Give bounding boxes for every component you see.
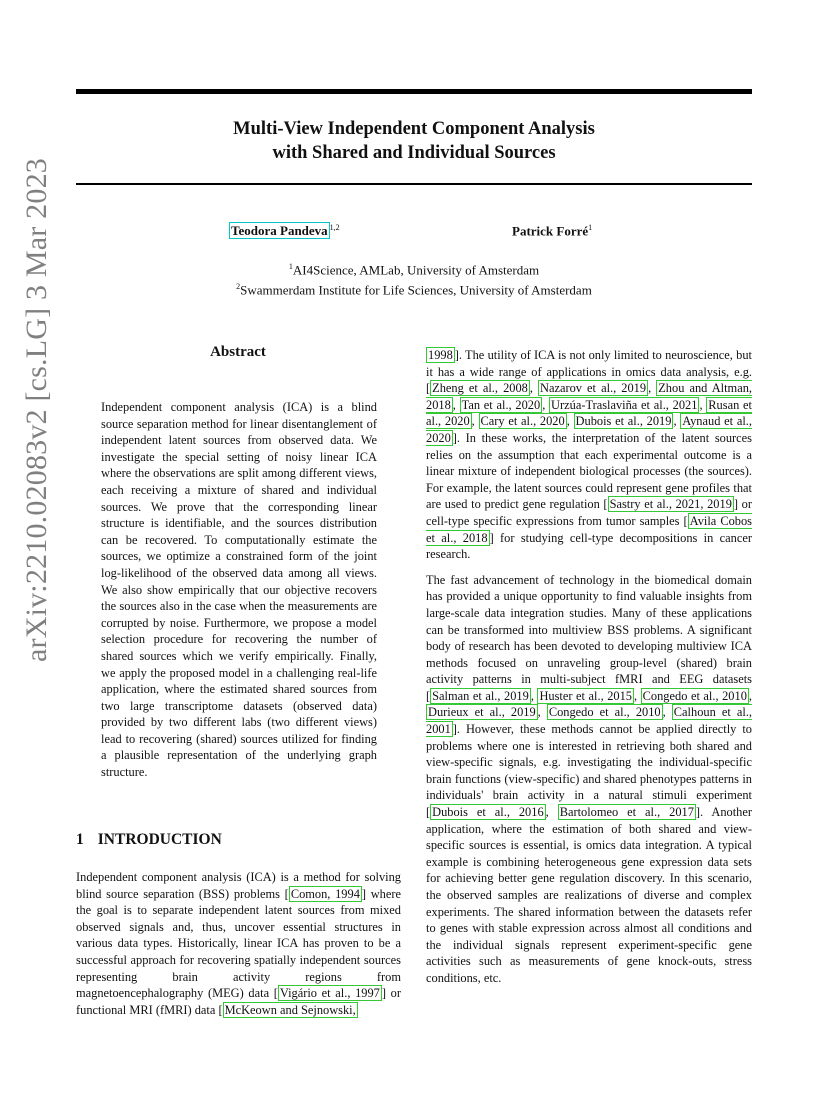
abstract-paragraph: Independent component analysis (ICA) is a blind source separation method for linear disentanglement of independent latent sources from observed data. We investigate the special setting of noisy linear ICA where the observations are split among different views, each receiving a mixture of shared and individual sources. We prove that the corresponding linear structure is identifiable, and the sources distribution can be recovered. To computationally estimate the sources, we optimize a constrained form of the joint log-likelihood of the observed data among all views. We also show empirically that our objective recovers the sources also in the case when the measurements are corrupted by noise. Furthermore, we propose a model selection procedure for recovering the number of shared sources which we verify empirically. Finally, we apply the proposed model in a challenging real-life application, where the estimated shared sources from two large transcriptome datasets (observed data) provided by two different labs (two different views) lead to recovering (shared) sources utilized for finding a plausible representation of the underlying graph structure. [101, 400, 377, 780]
citation[interactable]: Bartolomeo et al., 2017 [559, 805, 694, 820]
intro-paragraph-2: 1998 ]. The utility of ICA is not only limited to neuroscience, but it has a wide range of applications in omics data analysis, e.g. [ Zheng et al., 2008 , Nazarov et al., 2019 , Zhou and Altman, 2018 , Tan et al., 2020 , Urzúa-Traslaviña et al., 2021 , Rusan et al., 2020 , Cary et al., 2020 , Dubois et al., 2019 , Aynaud et al., 2020 ]. In these works, the interpretation of the latent sources relies on the assumption that each experimental outcome is a linear mixture of independent biological processes (the sources). For example, the latent sources could represent gene profiles that are used to predict gene regulation [ Sastry et al., 2021, 2019 ] or cell-type specific expressions from tumor samples [ Avila Cobos et al., 2018 ] for studying cell-type decompositions in cancer research. [426, 348, 753, 562]
affiliation-2 [76, 278, 752, 298]
arxiv-identifier: arXiv:2210.02083v2 [cs.LG] 3 Mar 2023 [20, 158, 53, 662]
section-heading [76, 831, 222, 849]
citation[interactable]: Dubois et al., 2019 [575, 414, 672, 429]
citation[interactable]: Calhoun et al., 2001 [426, 705, 752, 737]
citation[interactable]: Congedo et al., 2010 [548, 705, 661, 720]
abstract-text [101, 399, 377, 781]
title-rule [76, 183, 752, 185]
citation[interactable]: Aynaud et al., 2020 [426, 414, 752, 445]
citation[interactable]: Nazarov et al., 2019 [540, 381, 647, 396]
citation[interactable]: Cary et al., 2020 [480, 414, 565, 429]
author-1-sup: 1,2 [329, 223, 340, 232]
author-2 [512, 223, 592, 239]
author-2-sup: 1 [588, 223, 593, 232]
section-title: INTRODUCTION [97, 831, 222, 848]
citation[interactable]: Comon, 1994 [290, 886, 360, 901]
author-1-name[interactable]: Teodora Pandeva [231, 223, 328, 239]
citation[interactable]: Congedo et al., 2010 [642, 688, 747, 703]
title-line-1: Multi-View Independent Component Analysis [233, 119, 595, 139]
affiliation-1 [76, 258, 752, 278]
paper-title [76, 117, 752, 165]
citation[interactable]: Avila Cobos et al., 2018 [426, 513, 752, 545]
affiliation-2-sup: 2 [236, 282, 241, 292]
top-rule [76, 89, 752, 94]
intro-paragraph-3: The fast advancement of technology in the biomedical domain has provided a unique opportunity to find valuable insights from large-scale data integration studies. Many of these applications can be transformed into multiview BSS problems. A significant body of research has been devoted to developing multiview ICA methods focused on unraveling group-level (shared) brain activity patterns in multi-subject fMRI and EEG datasets [ Salman et al., 2019 , Huster et al., 2015 , Congedo et al., 2010 , Durieux et al., 2019 , Congedo et al., 2010 , Calhoun et al., 2001 ]. However, these methods cannot be applied directly to problems where one is interested in retrieving both shared and view-specific signals, e.g. investigating the individual-specific brain functions (view-specific) and shared phenotypes patterns in individuals' brain activity in a natural stimuli experiment [ Dubois et al., 2016 , Bartolomeo et al., 2017 ]. Another application, where the estimation of both shared and view-specific sources is essential, is omics data integration. A typical example is combining heterogeneous gene expression data sets for achieving better gene regulation discovery. In this scenario, the observed samples are realizations of diverse and complex experiments. The shared information between the datasets refer to genes with stable expression across almost all conditions and the individual signals represent experiment-specific gene activities such as measurements of gene knock-outs, stress conditions, etc. [426, 572, 753, 985]
citation[interactable]: Dubois et al., 2016 [432, 805, 544, 820]
citation[interactable]: Zhou and Altman, 2018 [426, 381, 752, 412]
intro-paragraph-1: Independent component analysis (ICA) is a method for solving blind source separation (BSS) problems [ Comon, 1994 ] where the goal is to separate independent latent sources from mixed observed signals and, thus, uncover essential structures in various data types. Historically, linear ICA has proven to be a successful approach for recovering spatially independent sources representing brain activity regions from magnetoencephalography (MEG) data [ Vigário et al., 1997 ] or functional MRI (fMRI) data [ McKeown and Sejnowski, [76, 870, 401, 1017]
citation[interactable]: Sastry et al., 2021, 2019 [609, 497, 732, 512]
affiliations [76, 258, 752, 299]
citation[interactable]: Durieux et al., 2019 [428, 705, 536, 720]
affiliation-1-sup: 1 [288, 262, 293, 271]
section-number: 1 [76, 831, 84, 848]
citation[interactable]: Urzúa-Traslaviña et al., 2021 [551, 397, 698, 412]
affiliation-2-text: Swammerdam Institute for Life Sciences, University of Amsterdam [240, 282, 592, 298]
author-1 [229, 223, 340, 239]
intro-left-column [76, 869, 401, 1018]
citation[interactable]: McKeown and Sejnowski, [224, 1002, 356, 1017]
citation[interactable]: Huster et al., 2015 [539, 688, 632, 703]
citation[interactable]: 1998 [428, 348, 453, 362]
intro-right-column [426, 347, 752, 996]
abstract-heading: Abstract [210, 344, 266, 360]
citation[interactable]: Salman et al., 2019 [432, 688, 529, 703]
title-line-2: with Shared and Individual Sources [272, 143, 556, 163]
affiliation-1-text: AI4Science, AMLab, University of Amsterdam [292, 262, 540, 278]
citation[interactable]: Rusan et al., 2020 [426, 397, 752, 429]
citation[interactable]: Vigário et al., 1997 [279, 986, 380, 1001]
citation[interactable]: Tan et al., 2020 [461, 397, 541, 412]
author-2-name: Patrick Forré [512, 223, 589, 239]
citation[interactable]: Zheng et al., 2008 [432, 381, 528, 396]
